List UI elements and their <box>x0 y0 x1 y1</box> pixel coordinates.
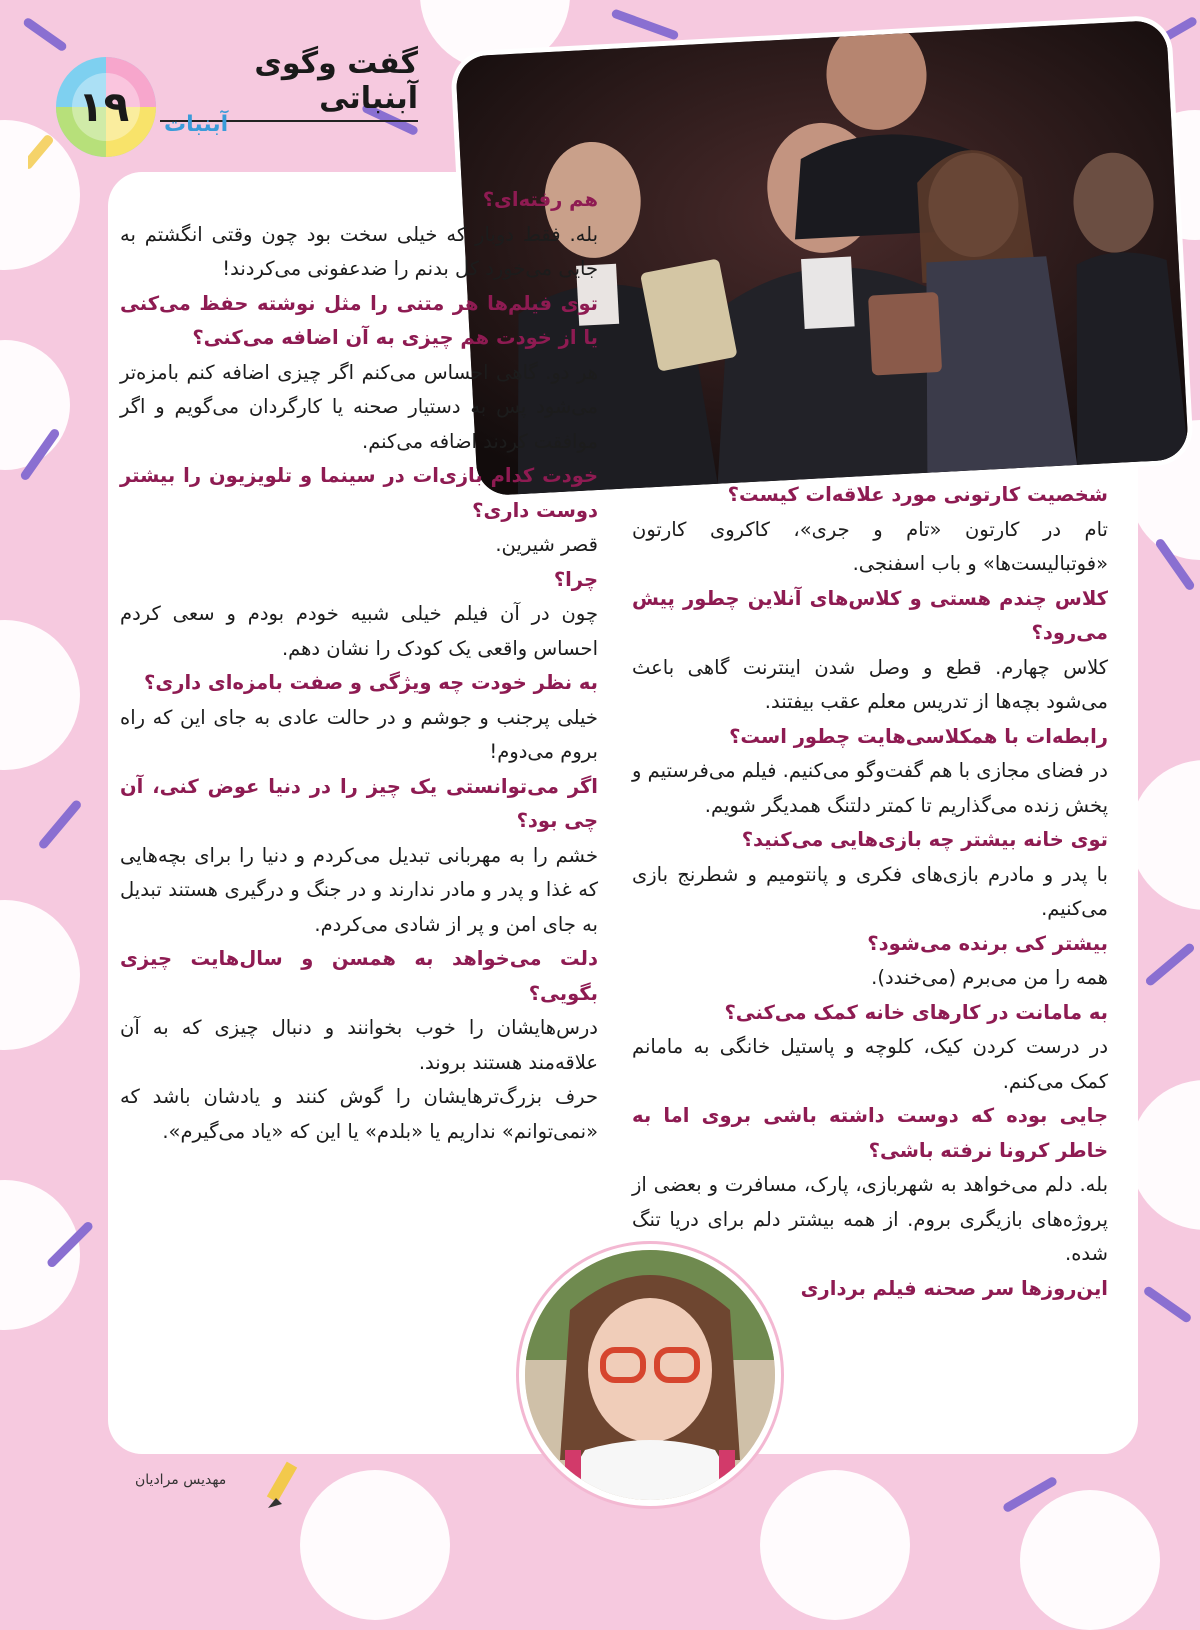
interview-question: این‌روزها سر صحنه فیلم برداری <box>800 1276 1108 1300</box>
page-number: ۱۹ <box>78 82 130 131</box>
interview-column-right <box>632 478 1108 1306</box>
interview-question: کلاس چندم هستی و کلاس‌های آنلاین چطور پیش می‌رود؟ <box>632 586 1108 644</box>
interview-answer: همه را من می‌برم (می‌خندد). <box>871 966 1108 989</box>
interview-question: توی فیلم‌ها هر متنی را مثل نوشته حفظ می‌کنی یا از خودت هم چیزی به آن اضافه می‌کنی؟ <box>120 291 598 349</box>
decor-dash <box>1142 1285 1192 1324</box>
interview-answer: حرف بزرگ‌ترهایشان را گوش کنند و یادشان باشد که «نمی‌توانم» نداریم یا «بلدم» یا این که «یاد می‌گیرم». <box>120 1085 598 1143</box>
interview-question: شخصیت کارتونی مورد علاقه‌ات کیست؟ <box>727 483 1108 506</box>
interview-answer: قصر شیرین. <box>495 533 598 556</box>
decor-dot <box>760 1470 910 1620</box>
interview-question: به نظر خودت چه ویژگی و صفت بامزه‌ای داری؟ <box>144 671 598 694</box>
interview-answer: در درست کردن کیک، کلوچه و پاستیل خانگی به مامانم کمک می‌کنم. <box>632 1035 1108 1093</box>
decor-dot <box>0 900 80 1050</box>
interview-question: جایی بوده که دوست داشته باشی بروی اما به خاطر کرونا نرفته باشی؟ <box>632 1104 1108 1162</box>
interview-answer: با پدر و مادرم بازی‌های فکری و پانتومیم و شطرنج بازی می‌کنیم. <box>632 862 1108 920</box>
decor-dot <box>1130 1080 1200 1230</box>
decor-dash <box>37 799 82 851</box>
interview-question: دلت می‌خواهد به همسن و سال‌هایت چیزی بگویی؟ <box>120 947 598 1005</box>
decor-dot <box>1130 760 1200 910</box>
interview-answer: کلاس چهارم. قطع و وصل شدن اینترنت گاهی باعث می‌شود بچه‌ها از تدریس معلم عقب بیفتند. <box>632 655 1108 713</box>
interview-answer: بله. دلم می‌خواهد به شهربازی، پارک، مسافرت و بعضی از پروژه‌های بازیگری بروم. از همه بیشتر دلم برای دریا تنگ شده. <box>632 1173 1108 1265</box>
interview-answer: هر دو. گاهی احساس می‌کنم اگر چیزی اضافه کنم بامزه‌تر می‌شود پس به دستیار صحنه یا کارگردان می‌گویم و اگر موافقت کردند اضافه می‌کنم. <box>120 360 598 453</box>
interview-question: خودت کدام بازی‌ات در سینما و تلویزیون را بیشتر دوست داری؟ <box>120 464 598 522</box>
interview-question: چرا؟ <box>553 567 598 591</box>
interview-question: به مامانت در کارهای خانه کمک می‌کنی؟ <box>724 1000 1108 1024</box>
interview-answer: خشم را به مهربانی تبدیل می‌کردم و دنیا را برای بچه‌هایی که غذا و پدر و مادر ندارند و در جنگ و درگیری هستند تبدیل به جای امن و پر از شادی می‌کردم. <box>120 843 598 936</box>
author-name: مهدیس مرادیان <box>135 1472 227 1488</box>
brand-logo: آبنبات <box>164 112 229 137</box>
pencil-icon <box>262 1460 302 1520</box>
decor-dot <box>300 1470 450 1620</box>
decor-dot <box>1020 1490 1160 1630</box>
interview-answer: چون در آن فیلم خیلی شبیه خودم بودم و سعی کردم احساس واقعی یک کودک را نشان دهم. <box>120 602 598 660</box>
portrait-illustration <box>525 1250 775 1500</box>
decor-dot <box>0 1180 80 1330</box>
decor-dot <box>0 340 70 470</box>
interview-answer: در فضای مجازی با هم گفت‌وگو می‌کنیم. فیلم می‌فرستیم و پخش زنده می‌گذاریم تا کمتر دلتنگ همدیگر شویم. <box>632 759 1108 817</box>
interview-question: توی خانه بیشتر چه بازی‌هایی می‌کنید؟ <box>741 828 1108 851</box>
interview-question: هم رفته‌ای؟ <box>482 188 598 211</box>
interview-question: رابطه‌ات با همکلاسی‌هایت چطور است؟ <box>729 724 1108 748</box>
interview-answer: خیلی پرجنب و جوشم و در حالت عادی به جای این که راه بروم می‌دوم! <box>120 705 598 763</box>
girl-portrait <box>525 1250 775 1500</box>
interview-answer: بله. فقط دوبار که خیلی سخت بود چون وقتی انگشتم به جایی می‌خورد کل بدنم را ضدعفونی می‌کردند! <box>120 222 598 280</box>
interview-question: اگر می‌توانستی یک چیز را در دنیا عوض کنی، آن چی بود؟ <box>120 774 598 832</box>
decor-dash <box>1144 942 1196 987</box>
decor-dot <box>0 620 80 770</box>
interview-question: بیشتر کی برنده می‌شود؟ <box>867 931 1108 955</box>
interview-answer: درس‌هایشان را خوب بخوانند و دنبال چیزی که به آن علاقه‌مند هستند بروند. <box>120 1016 598 1074</box>
page-title: گفت وگوی آبنباتی <box>160 46 418 122</box>
interview-column-left <box>120 183 598 1149</box>
interview-answer: تام در کارتون «تام و جری»، کاکروی کارتون «فوتبالیست‌ها» و باب اسفنجی. <box>632 517 1108 575</box>
decor-dash <box>611 8 680 40</box>
decor-dash <box>22 16 68 52</box>
